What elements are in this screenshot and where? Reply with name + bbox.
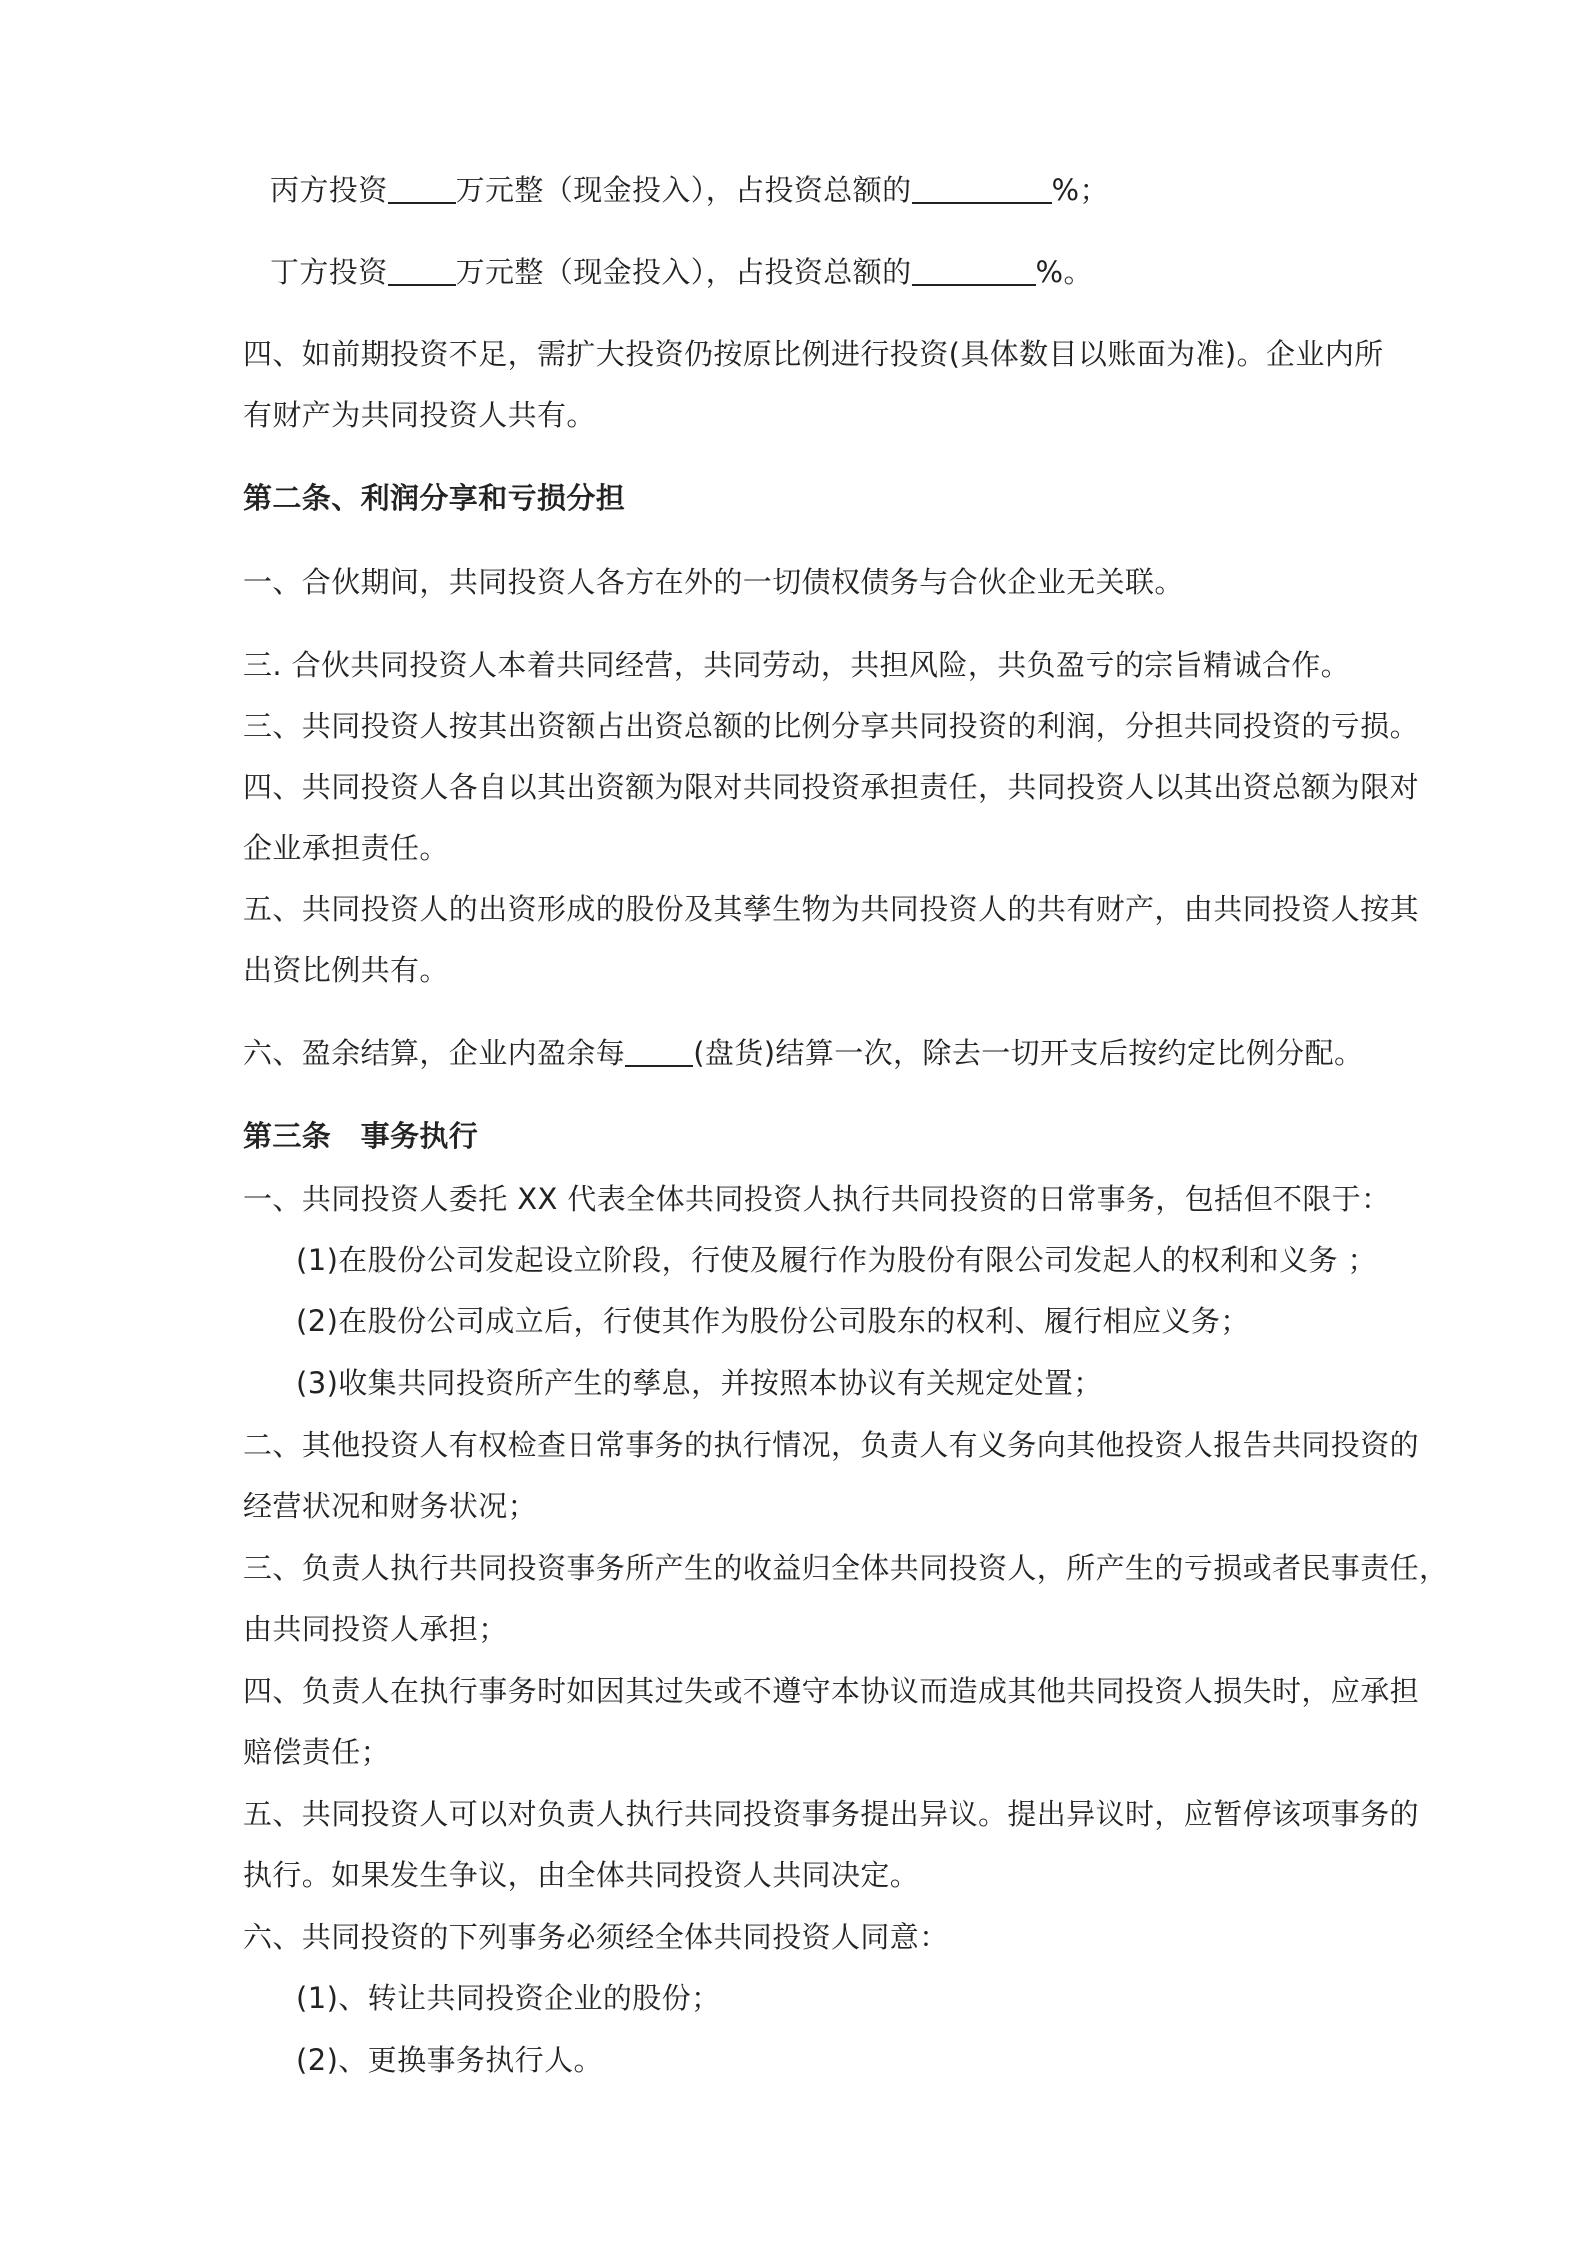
article3-item4-line2: 赔偿责任； [243,1735,391,1769]
bing-investment-line: 丙方投资 万元整（现金投入），占投资总额的 %； [270,173,1109,207]
article2-item5-line1: 五、共同投资人的出资形成的股份及其孳生物为共同投资人的共有财产，由共同投资人按其 [243,892,1420,926]
article2-item1: 一、合伙期间，共同投资人各方在外的一切债权债务与合伙企业无关联。 [243,565,1184,599]
article3-item6: 六、共同投资的下列事务必须经全体共同投资人同意： [243,1920,949,1954]
article3-item2-line1: 二、其他投资人有权检查日常事务的执行情况，负责人有义务向其他投资人报告共同投资的 [243,1428,1420,1462]
article2-item4-line2: 企业承担责任。 [243,831,449,865]
article3-item3-line1: 三、负责人执行共同投资事务所产生的收益归全体共同投资人，所产生的亏损或者民事责任， [243,1551,1449,1585]
article3-item6-sub2: (2)、更换事务执行人。 [296,2043,603,2077]
article3-item4-line1: 四、负责人在执行事务时如因其过失或不遵守本协议而造成其他共同投资人损失时，应承担 [243,1674,1420,1708]
article2-item6: 六、盈余结算，企业内盈余每 (盘货)结算一次，除去一切开支后按约定比例分配。 [243,1036,1364,1070]
article2-item5-line2: 出资比例共有。 [243,953,449,987]
ding-investment-line: 丁方投资 万元整（现金投入），占投资总额的 %。 [270,255,1093,289]
amount-blank [388,256,456,286]
article3-item5-line1: 五、共同投资人可以对负责人执行共同投资事务提出异议。提出异议时，应暂停该项事务的 [243,1797,1420,1831]
article3-item1: 一、共同投资人委托 XX 代表全体共同投资人执行共同投资的日常事务，包括但不限于： [243,1182,1391,1216]
article3-item6-sub1: (1)、转让共同投资企业的股份； [296,1981,721,2015]
article2-item3: 三、共同投资人按其出资额占出资总额的比例分享共同投资的利润，分担共同投资的亏损。 [243,709,1420,743]
article3-sub1: (1)在股份公司发起设立阶段，行使及履行作为股份有限公司发起人的权利和义务 ； [296,1243,1377,1277]
article3-title: 第三条 事务执行 [243,1119,479,1153]
period-blank [625,1037,693,1067]
article3-item3-line2: 由共同投资人承担； [243,1612,508,1646]
article3-item2-line2: 经营状况和财务状况； [243,1489,538,1523]
percent-blank [912,256,1036,286]
article1-item4-line1: 四、如前期投资不足，需扩大投资仍按原比例进行投资(具体数目以账面为准)。企业内所 [243,337,1384,371]
article3-sub3: (3)收集共同投资所产生的孳息，并按照本协议有关规定处置； [296,1366,1103,1400]
amount-blank [388,174,456,204]
article3-item5-line2: 执行。如果发生争议，由全体共同投资人共同决定。 [243,1858,920,1892]
article1-item4-line2: 有财产为共同投资人共有。 [243,398,596,432]
article3-sub2: (2)在股份公司成立后，行使其作为股份公司股东的权利、履行相应义务； [296,1304,1250,1338]
article2-item4-line1: 四、共同投资人各自以其出资额为限对共同投资承担责任，共同投资人以其出资总额为限对 [243,770,1420,804]
article2-title: 第二条、利润分享和亏损分担 [243,481,626,515]
article2-item2: 三. 合伙共同投资人本着共同经营，共同劳动，共担风险，共负盈亏的宗旨精诚合作。 [243,648,1351,682]
percent-blank [912,174,1052,204]
